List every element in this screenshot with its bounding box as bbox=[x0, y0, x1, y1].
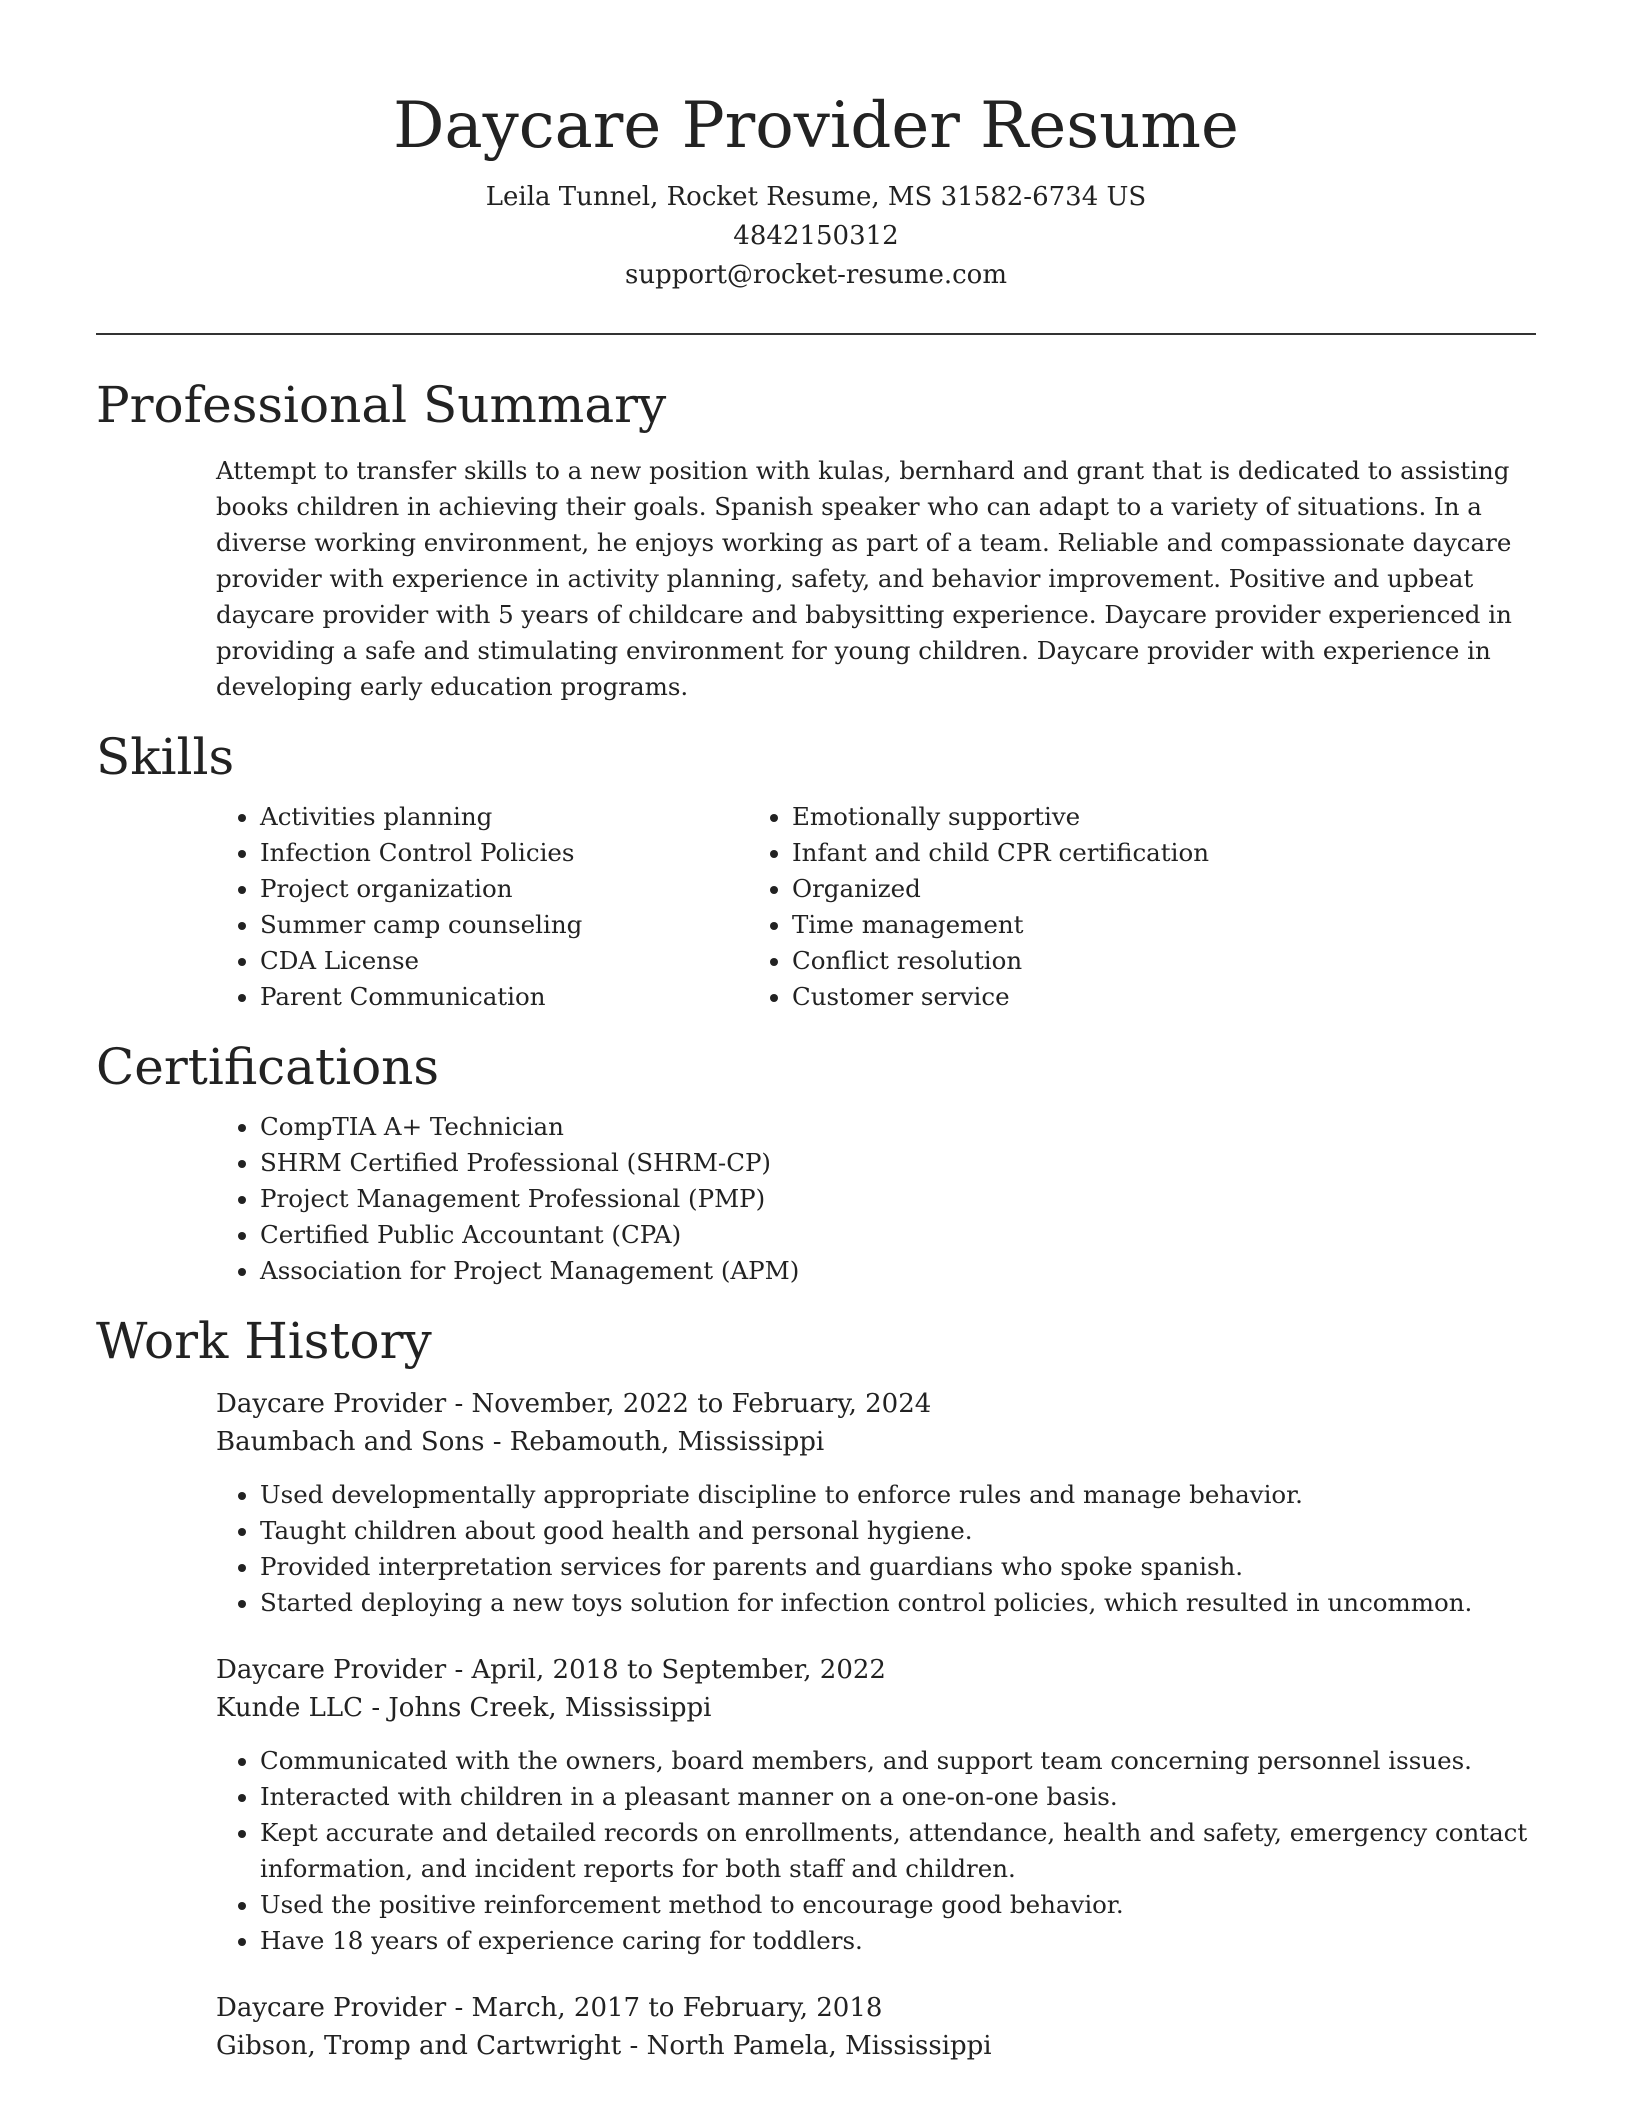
job-bullets bbox=[216, 1477, 1536, 1621]
skills-list-right bbox=[746, 799, 1386, 1015]
skill-item: • CDA License bbox=[260, 943, 746, 979]
document-title: Daycare Provider Resume bbox=[393, 89, 1239, 163]
job-company-line bbox=[216, 2027, 1536, 2065]
job-bullet: • Used the positive reinforcement method to encourage good behavior. bbox=[260, 1887, 1536, 1923]
certification-item: • SHRM Certified Professional (SHRM-CP) bbox=[260, 1145, 1536, 1181]
job-bullet: • Kept accurate and detailed records on enrollments, attendance, health and safety, emergency contact information, and incident reports for both staff and children. bbox=[260, 1815, 1536, 1887]
skill-item: • Organized bbox=[792, 871, 1386, 907]
job-bullet: • Have 18 years of experience caring for toddlers. bbox=[260, 1923, 1536, 1959]
contact-phone: 4842150312 bbox=[733, 221, 899, 251]
certification-item: • CompTIA A+ Technician bbox=[260, 1109, 1536, 1145]
resume-header bbox=[96, 0, 1536, 295]
job-bullet: • Interacted with children in a pleasant manner on a one-on-one basis. bbox=[260, 1779, 1536, 1815]
certification-item: • Certified Public Accountant (CPA) bbox=[260, 1217, 1536, 1253]
job-title-line bbox=[216, 1989, 1536, 2027]
skills-list-left bbox=[260, 799, 746, 1015]
job-dates: - March, 2017 to February, 2018 bbox=[446, 1993, 883, 2023]
job-bullet: • Communicated with the owners, board members, and support team concerning personnel issues. bbox=[260, 1743, 1536, 1779]
skill-item: • Conflict resolution bbox=[792, 943, 1386, 979]
job-title-line bbox=[216, 1385, 1536, 1423]
skill-item: • Infant and child CPR certification bbox=[792, 835, 1386, 871]
job-entry bbox=[216, 1989, 1536, 2065]
job-bullet: • Used developmentally appropriate discipline to enforce rules and manage behavior. bbox=[260, 1477, 1536, 1513]
job-location: - Johns Creek, Mississippi bbox=[363, 1693, 712, 1723]
skill-item: • Time management bbox=[792, 907, 1386, 943]
work-history-heading: Work History bbox=[96, 1312, 432, 1370]
summary-section bbox=[96, 375, 1536, 705]
job-company: Gibson, Tromp and Cartwright bbox=[216, 2031, 622, 2061]
summary-heading: Professional Summary bbox=[96, 376, 667, 434]
job-entry bbox=[216, 1651, 1536, 1959]
contact-address: Leila Tunnel, Rocket Resume, MS 31582-6734 US bbox=[485, 182, 1147, 212]
skills-section bbox=[96, 727, 1536, 1015]
job-bullet: • Started deploying a new toys solution for infection control policies, which resulted in uncommon. bbox=[260, 1585, 1536, 1621]
job-bullet: • Taught children about good health and personal hygiene. bbox=[260, 1513, 1536, 1549]
job-company-line bbox=[216, 1689, 1536, 1727]
job-title-line bbox=[216, 1651, 1536, 1689]
job-title: Daycare Provider bbox=[216, 1655, 447, 1685]
contact-block bbox=[96, 178, 1536, 295]
certification-item: • Project Management Professional (PMP) bbox=[260, 1181, 1536, 1217]
job-bullets bbox=[216, 1743, 1536, 1959]
job-company-line bbox=[216, 1423, 1536, 1461]
job-company: Kunde LLC bbox=[216, 1693, 364, 1723]
job-dates: - April, 2018 to September, 2022 bbox=[446, 1655, 886, 1685]
skill-item: • Project organization bbox=[260, 871, 746, 907]
job-location: - North Pamela, Mississippi bbox=[621, 2031, 992, 2061]
job-title: Daycare Provider bbox=[216, 1389, 447, 1419]
job-title: Daycare Provider bbox=[216, 1993, 447, 2023]
job-dates: - November, 2022 to February, 2024 bbox=[446, 1389, 932, 1419]
certification-item: • Association for Project Management (APM) bbox=[260, 1253, 1536, 1289]
skill-item: • Customer service bbox=[792, 979, 1386, 1015]
summary-text: Attempt to transfer skills to a new position with kulas, bernhard and grant that is dedicated to assisting books children in achieving their goals. Spanish speaker who can adapt to a variety of situations. In a diverse working environment, he enjoys working as part of a team. Reliable and compassionate daycare provider with experience in activity planning, safety, and behavior improvement. Positive and upbeat daycare provider with 5 years of childcare and babysitting experience. Daycare provider experienced in providing a safe and stimulating environment for young children. Daycare provider with experience in developing early education programs. bbox=[216, 456, 1512, 701]
skills-column-right bbox=[746, 799, 1386, 1015]
job-entry bbox=[216, 1385, 1536, 1621]
job-location: - Rebamouth, Mississippi bbox=[484, 1427, 825, 1457]
job-company: Baumbach and Sons bbox=[216, 1427, 485, 1457]
skill-item: • Parent Communication bbox=[260, 979, 746, 1015]
certifications-heading: Certifications bbox=[96, 1038, 440, 1096]
skills-columns bbox=[96, 799, 1536, 1015]
skill-item: • Summer camp counseling bbox=[260, 907, 746, 943]
header-divider bbox=[96, 333, 1536, 335]
contact-email: support@rocket-resume.com bbox=[624, 260, 1007, 290]
certifications-list bbox=[96, 1109, 1536, 1289]
skills-heading: Skills bbox=[96, 728, 235, 786]
skills-column-left bbox=[96, 799, 746, 1015]
job-bullet: • Provided interpretation services for parents and guardians who spoke spanish. bbox=[260, 1549, 1536, 1585]
skill-item: • Activities planning bbox=[260, 799, 746, 835]
skill-item: • Infection Control Policies bbox=[260, 835, 746, 871]
work-history-section bbox=[96, 1311, 1536, 2065]
skill-item: • Emotionally supportive bbox=[792, 799, 1386, 835]
certifications-section bbox=[96, 1037, 1536, 1289]
